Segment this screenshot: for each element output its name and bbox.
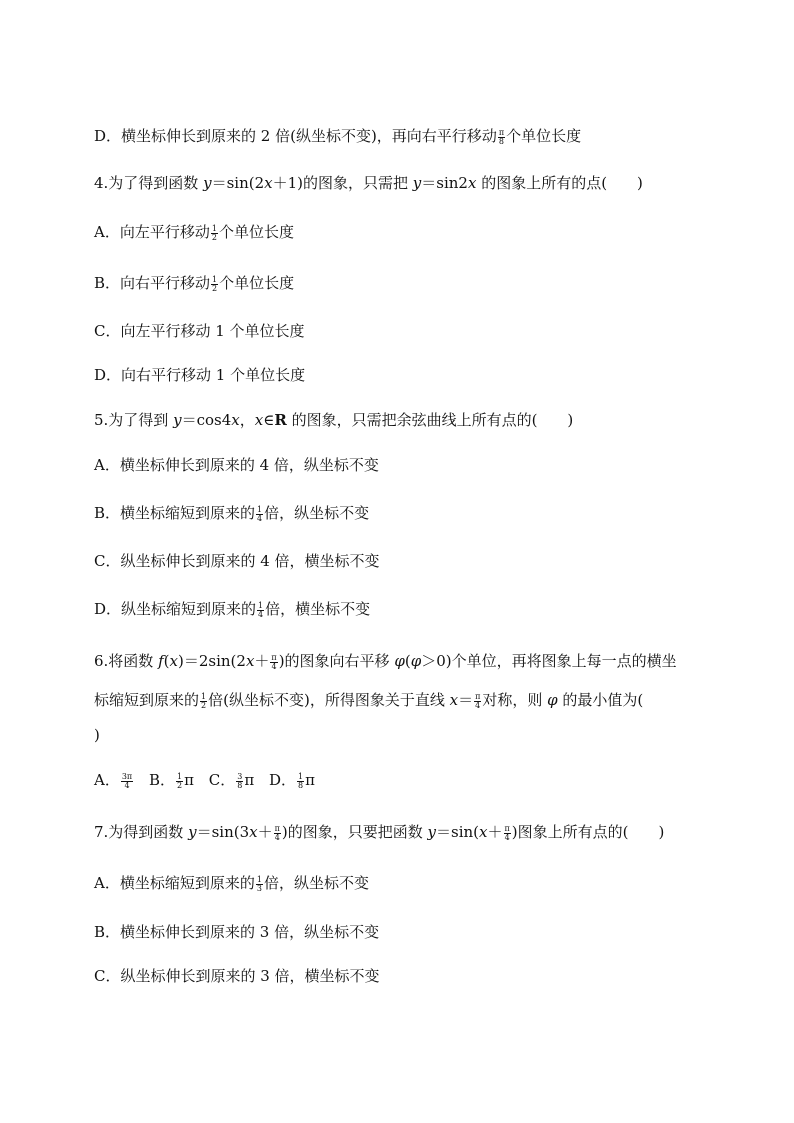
- q6-stem-line1: 6.将函数 f(x)＝2sin(2x＋ $\frac{\pi}{4}$ )的图象向右平移 φ(φ＞0)个单位，再将图象上每一点的横坐: [94, 652, 677, 671]
- q6-stem-line3: ): [94, 726, 100, 744]
- q6-option-b[interactable]: B． $\frac{1}{2}$ π: [148, 771, 194, 790]
- q3-option-d: D．横坐标伸长到原来的 2 倍(纵坐标不变)，再向右平行移动 $\frac{\pi}{8}$ 个单位长度: [94, 127, 582, 146]
- q6-option-c[interactable]: C． $\frac{3}{8}$ π: [208, 771, 255, 790]
- fraction: $\frac{\pi}{4}$: [504, 823, 510, 842]
- q4-option-b[interactable]: B．向右平行移动 $\frac{1}{2}$ 个单位长度: [94, 274, 295, 293]
- q5-option-b[interactable]: B．横坐标缩短到原来的 $\frac{1}{4}$ 倍，纵坐标不变: [94, 504, 370, 523]
- fraction: $\frac{1}{4}$: [257, 504, 263, 523]
- q5-stem: 5.为了得到 y＝cos4x，x∈R 的图象，只需把余弦曲线上所有点的( ): [94, 411, 574, 429]
- q4-option-d[interactable]: D．向右平行移动 1 个单位长度: [94, 366, 306, 384]
- fraction: $\frac{1}{3}$: [256, 874, 262, 893]
- fraction: $\frac{\pi}{4}$: [274, 823, 280, 842]
- fraction: $\frac{\pi}{4}$: [271, 652, 277, 671]
- q4-option-a[interactable]: A．向左平行移动 $\frac{1}{2}$ 个单位长度: [94, 223, 294, 242]
- q3-option-d-text: D．横坐标伸长到原来的 2 倍(纵坐标不变)，再向右平行移动: [94, 127, 497, 145]
- fraction: $\frac{\pi}{8}$: [498, 127, 505, 146]
- fraction: $\frac{1}{4}$: [258, 600, 264, 619]
- fraction: $\frac{\pi}{4}$: [475, 691, 481, 710]
- fraction: $\frac{3}{8}$: [237, 771, 243, 790]
- q7-option-c[interactable]: C．纵坐标伸长到原来的 3 倍，横坐标不变: [94, 967, 380, 985]
- fraction: $\frac{1}{2}$: [211, 223, 217, 242]
- q5-option-d[interactable]: D．纵坐标缩短到原来的 $\frac{1}{4}$ 倍，横坐标不变: [94, 600, 371, 619]
- q5-option-a[interactable]: A．横坐标伸长到原来的 4 倍，纵坐标不变: [94, 456, 379, 474]
- q5-option-c[interactable]: C．纵坐标伸长到原来的 4 倍，横坐标不变: [94, 552, 380, 570]
- q6-option-d[interactable]: D． $\frac{1}{8}$ π: [268, 771, 315, 790]
- fraction: $\frac{1}{2}$: [201, 691, 207, 710]
- q7-option-b[interactable]: B．横坐标伸长到原来的 3 倍，纵坐标不变: [94, 923, 380, 941]
- fraction: $\frac{3\pi}{4}$: [121, 771, 133, 790]
- q4-option-c[interactable]: C．向左平行移动 1 个单位长度: [94, 322, 305, 340]
- fraction: $\frac{1}{8}$: [298, 771, 304, 790]
- q4-stem: 4.为了得到函数 y＝sin(2x＋1)的图象，只需把 y＝sin2x 的图象上所有的点( ): [94, 174, 643, 192]
- q7-stem: 7.为得到函数 y＝sin(3x＋ $\frac{\pi}{4}$ )的图象，只要把函数 y＝sin(x＋ $\frac{\pi}{4}$ )图象上所有点的( ): [94, 823, 665, 842]
- fraction: $\frac{1}{2}$: [212, 274, 218, 293]
- q6-options: [94, 770, 315, 790]
- fraction: $\frac{1}{2}$: [177, 771, 183, 790]
- q6-stem-line2: 标缩短到原来的 $\frac{1}{2}$ 倍(纵坐标不变)，所得图象关于直线 x＝ $\frac{\pi}{4}$ 对称，则 φ 的最小值为(: [94, 691, 644, 710]
- q7-option-a[interactable]: A．横坐标缩短到原来的 $\frac{1}{3}$ 倍，纵坐标不变: [94, 874, 369, 893]
- q6-option-a[interactable]: A． $\frac{3\pi}{4}$: [94, 771, 133, 790]
